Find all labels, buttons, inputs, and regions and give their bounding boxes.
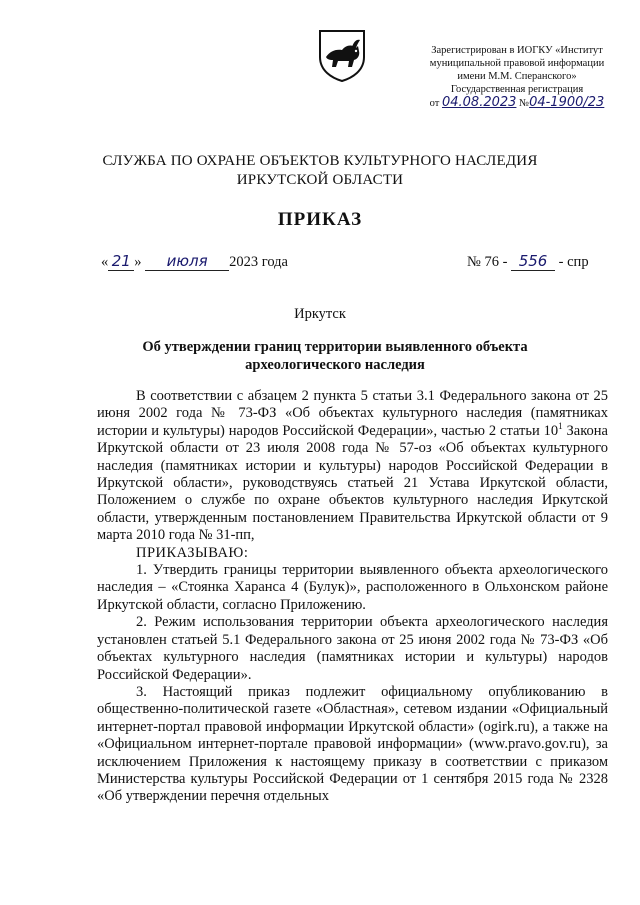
stamp-line-2: муниципальной правовой информации — [429, 58, 605, 69]
stamp-registration-row — [402, 96, 632, 110]
date-open-quote: « — [101, 254, 109, 270]
stamp-line-4: Государственная регистрация — [450, 84, 584, 95]
stamp-line-1: Зарегистрирован в ИОГКУ «Институт — [431, 45, 603, 56]
order-number — [467, 252, 589, 271]
decree-word: ПРИКАЗЫВАЮ: — [136, 544, 249, 561]
stamp-number-value: 04-1900/23 — [529, 95, 605, 110]
agency-name-line-2: ИРКУТСКОЙ ОБЛАСТИ — [236, 172, 404, 188]
order-body — [97, 388, 608, 806]
order-number-prefix: № 76 - — [467, 254, 508, 270]
registration-stamp — [402, 44, 632, 110]
city: Иркутск — [294, 306, 346, 322]
order-number-suffix: - спр — [558, 254, 589, 270]
preamble-part-b: Закона Иркутской области от 23 июля 2008 года № 57-оз «Об объектах культурного наследия (памятниках истории и культуры) народов Российской Федерации в Иркутской области», руководствуясь статьей 21 Устава Иркутской области, Положением о службе по охране объектов культурного наследия Иркутской области, утвержденным постановлением Правительства Иркутской области от 9 марта 2010 года № 31-пп, — [97, 422, 608, 544]
preamble-part-a: В соответствии с абзацем 2 пункта 5 статьи 3.1 Федерального закона от 25 июня 2002 года № 73-ФЗ «Об объектах культурного наследия (памятниках истории и культуры) народов Российской Федерации», частью 2 статьи 10 — [97, 388, 608, 439]
stamp-line-3: имени М.М. Сперанского» — [457, 71, 577, 82]
date-month: июля — [145, 252, 229, 271]
preamble-superscript: 1 — [558, 420, 563, 431]
stamp-number-prefix: № — [519, 98, 530, 109]
stamp-date-value: 04.08.2023 — [441, 95, 517, 110]
item-2-paragraph: 2. Режим использования территории объекта археологического наследия установлен статьей 5.1 Федерального закона от 25 июня 2002 года № 73-ФЗ «Об объектах культурного наследия (памятниках истории и культуры) народов Российской Федерации». — [97, 614, 608, 683]
agency-name — [60, 152, 580, 190]
agency-name-line-1: СЛУЖБА ПО ОХРАНЕ ОБЪЕКТОВ КУЛЬТУРНОГО НАСЛЕДИЯ — [102, 153, 538, 169]
item-1-paragraph: 1. Утвердить границы территории выявленного объекта археологического наследия – «Стоянка Харанса 4 (Булук)», расположенного в Ольхонском районе Иркутской области, согласно Приложению. — [97, 562, 608, 613]
order-date — [101, 252, 288, 271]
order-subject-line-1: Об утверждении границ территории выявленного объекта — [142, 339, 528, 355]
date-year: 2023 года — [229, 254, 288, 270]
stamp-date-prefix: от — [429, 98, 440, 109]
coat-of-arms-icon — [316, 27, 368, 82]
preamble-paragraph — [97, 388, 608, 545]
date-close-quote: » — [134, 254, 142, 270]
date-day: 21 — [108, 252, 134, 271]
order-subject-line-2: археологического наследия — [245, 357, 425, 373]
document-title: ПРИКАЗ — [277, 209, 363, 230]
order-number-value: 556 — [511, 252, 555, 271]
order-subject — [120, 338, 550, 374]
item-3-paragraph: 3. Настоящий приказ подлежит официальному опубликованию в общественно-политической газете «Областная», сетевом издании «Официальный интернет-портал правовой информации Иркутской области» (ogirk.ru), а также на «Официальном интернет-портале правовой информации» (www.pravo.gov.ru), за исключением Приложения к настоящему приказу в соответствии с приказом Министерства культуры Российской Федерации от 1 сентября 2015 года № 2328 «Об утверждении перечня отдельных — [97, 683, 608, 805]
